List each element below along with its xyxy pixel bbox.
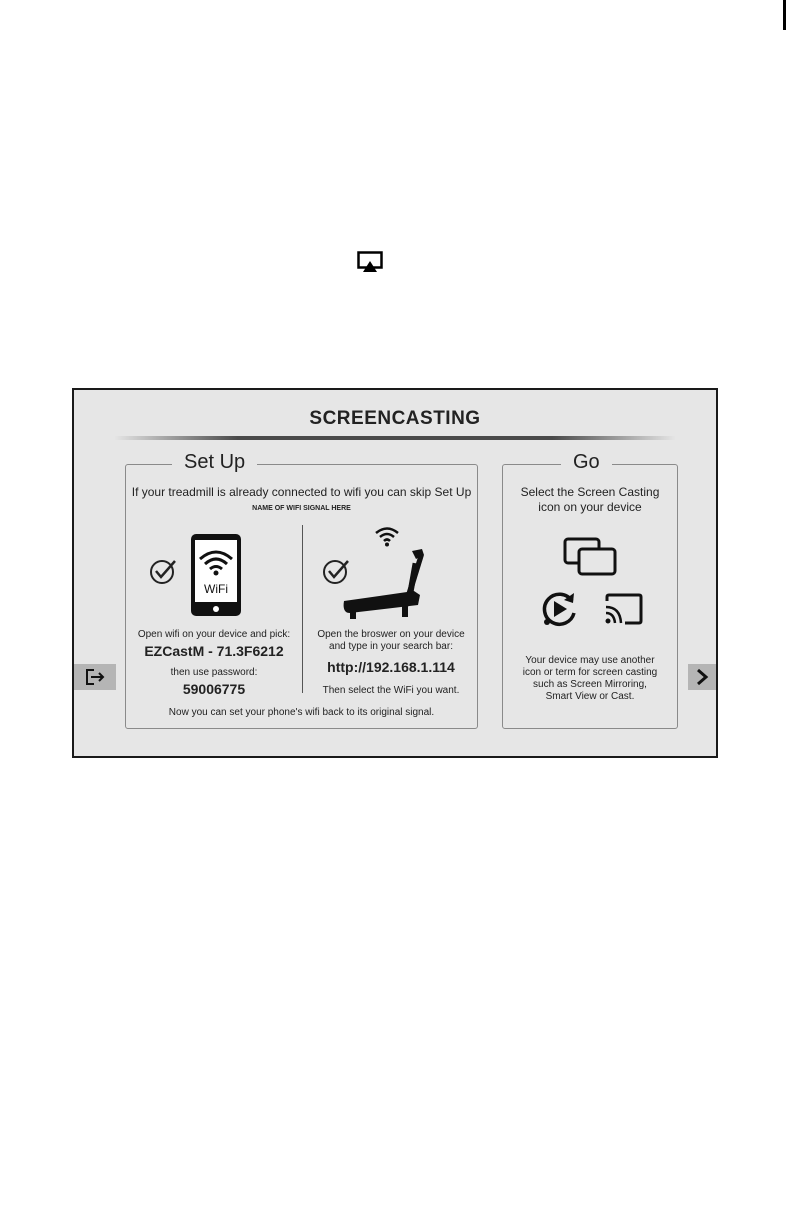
setup-skip-note: If your treadmill is already connected to wifi you can skip Set Up	[131, 485, 472, 499]
go-note-line-4: Smart View or Cast.	[545, 691, 635, 702]
screencasting-screen	[72, 388, 718, 758]
wifi-ssid: EZCastM - 71.3F6212	[144, 643, 284, 659]
open-wifi-instruction: Open wifi on your device and pick:	[137, 629, 291, 640]
phone-wifi-icon	[190, 533, 242, 617]
browser-instruction-line-1: Open the broswer on your device	[317, 629, 465, 640]
password-label: then use password:	[170, 667, 258, 678]
next-button[interactable]	[688, 664, 716, 690]
setup-heading: Set Up	[172, 451, 257, 474]
go-heading: Go	[561, 451, 612, 474]
check-icon	[148, 557, 178, 587]
go-note-line-2: icon or term for screen casting	[522, 667, 658, 678]
go-instruction-line-2: icon on your device	[538, 500, 642, 514]
go-panel	[502, 451, 678, 729]
go-note-line-3: such as Screen Mirroring,	[533, 679, 647, 690]
cast-icon	[603, 593, 643, 625]
screen-title: SCREENCASTING	[309, 408, 481, 429]
chevron-right-icon	[695, 668, 709, 686]
phone-wifi-label: WiFi	[204, 582, 228, 596]
wifi-password: 59006775	[182, 681, 246, 697]
setup-url: http://192.168.1.114	[327, 659, 455, 675]
go-instruction-line-1: Select the Screen Casting	[520, 485, 660, 499]
exit-button[interactable]	[74, 664, 116, 690]
wifi-signal-name: NAME OF WIFI SIGNAL HERE	[252, 505, 351, 512]
browser-instruction-line-2: and type in your search bar:	[329, 641, 453, 652]
setup-panel	[125, 451, 478, 729]
go-alternate-note	[509, 655, 671, 703]
page-corner-mark	[783, 0, 786, 30]
airplay-icon	[357, 251, 383, 273]
select-wifi-instruction: Then select the WiFi you want.	[322, 685, 460, 696]
go-note-line-1: Your device may use another	[525, 655, 655, 666]
reset-wifi-note: Now you can set your phone's wifi back to its original signal.	[168, 707, 435, 718]
title-divider	[114, 436, 676, 440]
play-refresh-icon	[539, 589, 579, 629]
go-instruction	[511, 485, 669, 515]
screen-mirror-icon	[563, 537, 619, 577]
exit-icon	[84, 668, 106, 686]
browser-instruction	[303, 629, 479, 653]
treadmill-icon	[340, 543, 440, 621]
